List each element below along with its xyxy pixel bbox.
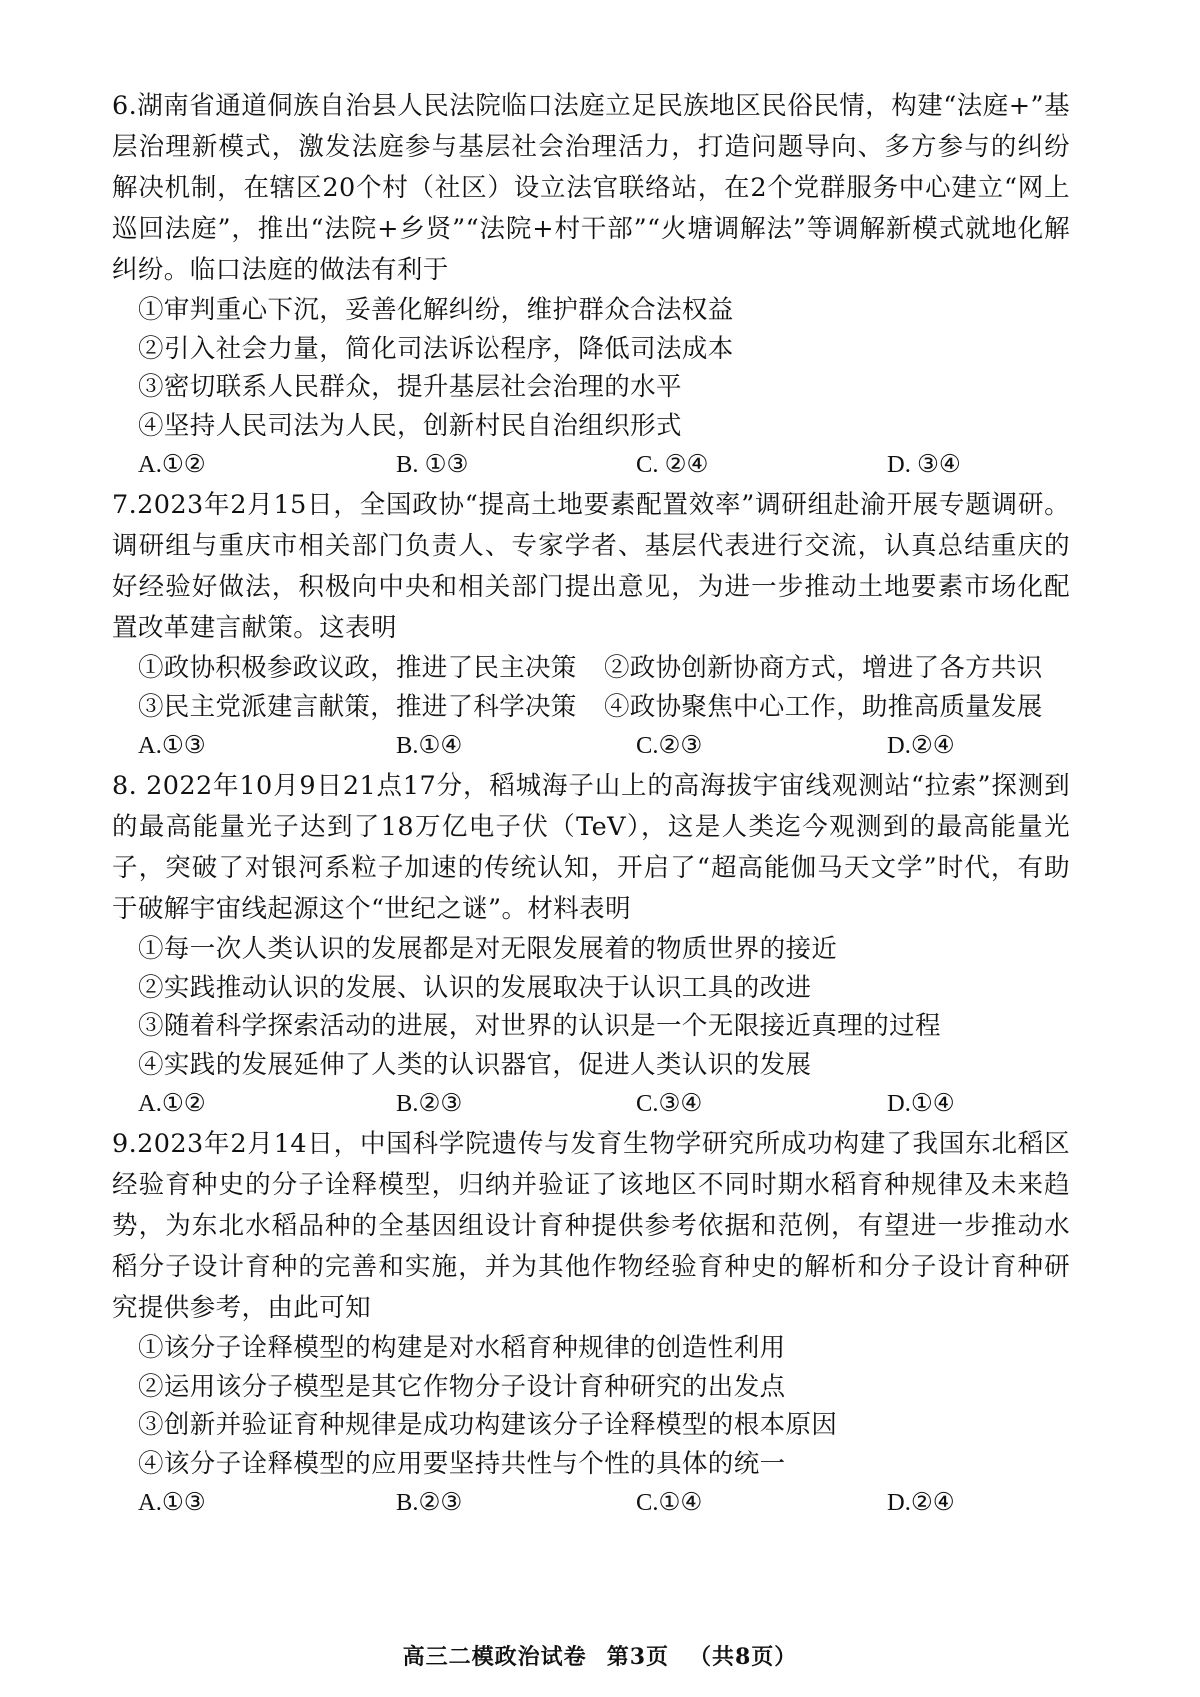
option-grid [112,649,1070,726]
option-3: ③密切联系人民群众，提升基层社会治理的水平 [138,372,682,402]
exam-title: 高三二模政治试卷 [402,1644,587,1670]
answer-c: C. ②④ [636,451,709,478]
page-number: 第3页 [606,1644,669,1670]
answer-choices [112,445,1070,485]
page-total: （共8页） [689,1644,798,1670]
answer-d: D.①④ [887,1090,955,1117]
answer-d: D.②④ [887,732,955,759]
option-1: ①审判重心下沉，妥善化解纠纷，维护群众合法权益 [138,295,734,325]
answer-b: B.②③ [396,1489,463,1516]
answer-a: A.①② [138,451,206,478]
option-2: ②实践推动认识的发展、认识的发展取决于认识工具的改进 [138,972,812,1003]
answer-d: D. ③④ [887,451,961,478]
answer-choices [112,1084,1070,1124]
answer-b: B.①④ [396,732,463,759]
question-stem: 7.2023年2月15日，全国政协“提高土地要素配置效率”调研组赴渝开展专题调研。调研组与重庆市相关部门负责人、专家学者、基层代表进行交流，认真总结重庆的好经验好做法，积极向中央和相关部门提出意见，为进一步推动土地要素市场化配置改革建言献策。这表明 [112,490,1070,643]
question-8 [112,766,1070,1124]
option-1: ①该分子诠释模型的构建是对水稻育种规律的创造性利用 [138,1333,786,1363]
answer-choices [112,1483,1070,1523]
question-stem: 8. 2022年10月9日21点17分，稻城海子山上的高海拔宇宙线观测站“拉索”探测到的最高能量光子达到了18万亿电子伏（TeV），这是人类迄今观测到的最高能量光子，突破了对银河系粒子加速的传统认知，开启了“超高能伽马天文学”时代，有助于破解宇宙线起源这个“世纪之谜”。材料表明 [112,771,1070,924]
question-9 [112,1124,1070,1523]
option-4: ④政协聚焦中心工作，助推高质量发展 [604,691,1043,722]
answer-b: B. ①③ [396,451,469,478]
answer-choices [112,726,1070,766]
option-2: ②政协创新协商方式，增进了各方共识 [604,653,1043,683]
option-2: ②运用该分子模型是其它作物分子设计育种研究的出发点 [138,1371,786,1402]
option-2: ②引入社会力量，简化司法诉讼程序，降低司法成本 [138,333,734,364]
answer-c: C.②③ [636,732,703,759]
question-7 [112,485,1070,766]
option-4: ④实践的发展延伸了人类的认识器官，促进人类认识的发展 [138,1049,812,1080]
option-4: ④该分子诠释模型的应用要坚持共性与个性的具体的统一 [138,1448,786,1479]
answer-c: C.①④ [636,1489,703,1516]
page-footer [0,1640,1200,1671]
answer-a: A.①② [138,1090,206,1117]
option-1: ①每一次人类认识的发展都是对无限发展着的物质世界的接近 [138,934,838,964]
answer-a: A.①③ [138,732,206,759]
option-3: ③民主党派建言献策，推进了科学决策 [138,691,577,722]
option-3: ③随着科学探索活动的进展，对世界的认识是一个无限接近真理的过程 [138,1011,941,1041]
option-1: ①政协积极参政议政，推进了民主决策 [138,653,577,683]
answer-c: C.③④ [636,1090,703,1117]
option-4: ④坚持人民司法为人民，创新村民自治组织形式 [138,410,682,441]
answer-b: B.②③ [396,1090,463,1117]
answer-a: A.①③ [138,1489,206,1516]
answer-d: D.②④ [887,1489,955,1516]
question-stem: 6.湖南省通道侗族自治县人民法院临口法庭立足民族地区民俗民情，构建“法庭+”基层治理新模式，激发法庭参与基层社会治理活力，打造问题导向、多方参与的纠纷解决机制，在辖区20个村（社区）设立法官联络站，在2个党群服务中心建立“网上巡回法庭”，推出“法院+乡贤”“法院+村干部”“火塘调解法”等调解新模式就地化解纠纷。临口法庭的做法有利于 [112,91,1070,285]
option-3: ③创新并验证育种规律是成功构建该分子诠释模型的根本原因 [138,1410,838,1440]
question-6 [112,86,1070,485]
question-stem: 9.2023年2月14日，中国科学院遗传与发育生物学研究所成功构建了我国东北稻区经验育种史的分子诠释模型，归纳并验证了该地区不同时期水稻育种规律及未来趋势，为东北水稻品种的全基因组设计育种提供参考依据和范例，有望进一步推动水稻分子设计育种的完善和实施，并为其他作物经验育种史的解析和分子设计育种研究提供参考，由此可知 [112,1129,1070,1323]
